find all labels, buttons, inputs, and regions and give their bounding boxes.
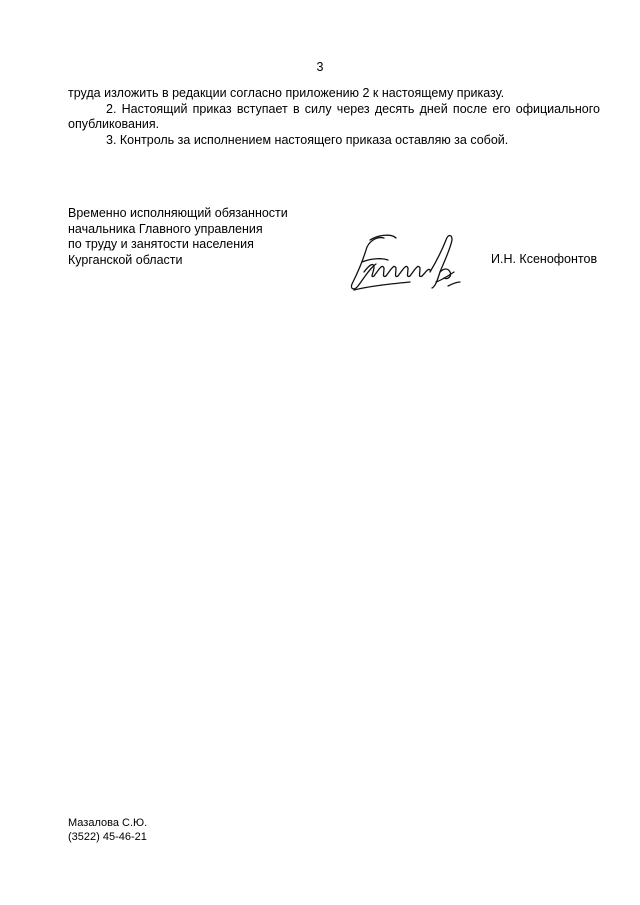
signer-position (68, 206, 288, 268)
order-body (68, 86, 600, 148)
signer-name: И.Н. Ксенофонтов (491, 252, 598, 266)
signature-icon (340, 228, 475, 298)
paragraph-continuation: труда изложить в редакции согласно приложению 2 к настоящему приказу. (68, 86, 505, 100)
paragraph-control: 3. Контроль за исполнением настоящего приказа оставляю за собой. (106, 132, 509, 147)
page-number: 3 (316, 60, 324, 74)
signer-position-line: по труду и занятости населения (68, 237, 254, 251)
paragraph-effective-date: 2. Настоящий приказ вступает в силу через десять дней после его официального опубликования. (68, 101, 600, 131)
executor-name: Мазалова С.Ю. (68, 817, 148, 829)
executor-block (68, 817, 147, 844)
executor-phone: (3522) 45-46-21 (68, 830, 147, 843)
signer-position-line: начальника Главного управления (68, 221, 263, 236)
signer-position-line: Временно исполняющий обязанности (68, 206, 288, 220)
signer-position-line: Курганской области (68, 252, 183, 267)
